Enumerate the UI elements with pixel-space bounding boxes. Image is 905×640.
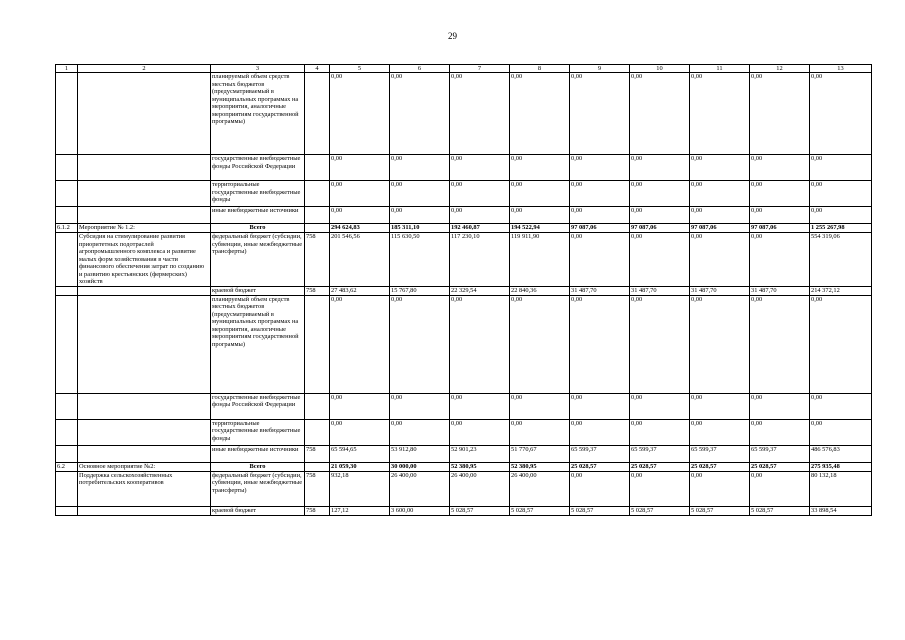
amount-cell: 0,00 (330, 419, 390, 445)
row-code (56, 445, 78, 462)
amount-cell: 0,00 (390, 207, 450, 224)
admin-code (305, 393, 330, 419)
table-row (56, 445, 872, 462)
amount-cell: 0,00 (690, 295, 750, 393)
amount-cell: 0,00 (690, 207, 750, 224)
amount-cell: 0,00 (750, 471, 810, 506)
row-code (56, 233, 78, 287)
table-row (56, 506, 872, 515)
amount-cell: 0,00 (810, 155, 872, 181)
funding-source: территориальные государственные внебюджетные фонды (211, 181, 305, 207)
amount-cell: 0,00 (450, 181, 510, 207)
amount-cell: 0,00 (450, 155, 510, 181)
amount-cell: 0,00 (630, 471, 690, 506)
amount-cell: 0,00 (330, 393, 390, 419)
amount-cell: 0,00 (630, 181, 690, 207)
amount-cell: 0,00 (390, 295, 450, 393)
amount-cell: 26 400,00 (450, 471, 510, 506)
row-code (56, 181, 78, 207)
amount-cell: 0,00 (810, 419, 872, 445)
amount-cell: 0,00 (330, 181, 390, 207)
amount-cell: 0,00 (510, 419, 570, 445)
funding-source: федеральный бюджет (субсидии, субвенции, иные межбюджетные трансферты) (211, 471, 305, 506)
funding-source: территориальные государственные внебюджетные фонды (211, 419, 305, 445)
amount-cell: 5 028,57 (510, 506, 570, 515)
admin-code: 758 (305, 445, 330, 462)
amount-cell: 0,00 (510, 73, 570, 155)
column-header: 9 (570, 65, 630, 73)
amount-cell: 15 767,80 (390, 286, 450, 295)
amount-cell: 0,00 (690, 73, 750, 155)
amount-cell: 0,00 (630, 419, 690, 445)
funding-source: планируемый объем средств местных бюджетов (предусматриваемый в муниципальных программах на мероприятия, аналогичные мероприятиям государственной программы) (211, 295, 305, 393)
column-header: 1 (56, 65, 78, 73)
amount-cell: 5 028,57 (570, 506, 630, 515)
amount-cell: 127,12 (330, 506, 390, 515)
table-row (56, 393, 872, 419)
amount-cell: 201 546,56 (330, 233, 390, 287)
amount-cell: 0,00 (390, 393, 450, 419)
amount-cell: 25 028,57 (750, 462, 810, 471)
row-name: Субсидия на стимулирование развития приоритетных подотраслей агропромышленного комплекса и развитие малых форм хозяйствования в части финансового обеспечения затрат по созданию и развитию крестьянских (фермерских) хозяйств (78, 233, 211, 287)
amount-cell: 0,00 (570, 181, 630, 207)
amount-cell: 0,00 (450, 295, 510, 393)
amount-cell: 0,00 (570, 393, 630, 419)
amount-cell: 31 487,70 (630, 286, 690, 295)
amount-cell: 0,00 (510, 393, 570, 419)
amount-cell: 97 087,06 (690, 224, 750, 233)
amount-cell: 0,00 (630, 155, 690, 181)
amount-cell: 22 840,36 (510, 286, 570, 295)
amount-cell: 0,00 (330, 207, 390, 224)
amount-cell: 0,00 (690, 471, 750, 506)
amount-cell: 0,00 (630, 295, 690, 393)
amount-cell: 5 028,57 (630, 506, 690, 515)
amount-cell: 0,00 (390, 155, 450, 181)
amount-cell: 185 311,10 (390, 224, 450, 233)
amount-cell: 0,00 (330, 295, 390, 393)
column-header: 10 (630, 65, 690, 73)
amount-cell: 0,00 (570, 419, 630, 445)
row-name (78, 73, 211, 155)
amount-cell: 0,00 (630, 233, 690, 287)
amount-cell: 117 230,10 (450, 233, 510, 287)
funding-source: государственные внебюджетные фонды Российской Федерации (211, 393, 305, 419)
table-row (56, 207, 872, 224)
amount-cell: 0,00 (810, 295, 872, 393)
amount-cell: 115 630,50 (390, 233, 450, 287)
admin-code (305, 295, 330, 393)
column-header: 4 (305, 65, 330, 73)
amount-cell: 21 059,30 (330, 462, 390, 471)
amount-cell: 52 380,95 (450, 462, 510, 471)
row-name (78, 155, 211, 181)
amount-cell: 275 935,48 (810, 462, 872, 471)
admin-code: 758 (305, 471, 330, 506)
row-code (56, 506, 78, 515)
amount-cell: 97 087,06 (570, 224, 630, 233)
amount-cell: 52 901,23 (450, 445, 510, 462)
page-number: 29 (448, 31, 457, 41)
amount-cell: 294 624,83 (330, 224, 390, 233)
table-row (56, 286, 872, 295)
amount-cell: 22 329,54 (450, 286, 510, 295)
row-code (56, 295, 78, 393)
amount-cell: 0,00 (810, 207, 872, 224)
amount-cell: 0,00 (750, 181, 810, 207)
amount-cell: 0,00 (570, 295, 630, 393)
admin-code (305, 462, 330, 471)
funding-source: планируемый объем средств местных бюджетов (предусматриваемый в муниципальных программах на мероприятия, аналогичные мероприятиям государственной программы) (211, 73, 305, 155)
amount-cell: 119 911,90 (510, 233, 570, 287)
admin-code (305, 155, 330, 181)
amount-cell: 26 400,00 (510, 471, 570, 506)
funding-source: краевой бюджет (211, 506, 305, 515)
amount-cell: 1 255 267,98 (810, 224, 872, 233)
amount-cell: 214 372,12 (810, 286, 872, 295)
admin-code (305, 419, 330, 445)
row-name (78, 207, 211, 224)
amount-cell: 0,00 (390, 181, 450, 207)
amount-cell: 0,00 (390, 419, 450, 445)
amount-cell: 0,00 (450, 73, 510, 155)
amount-cell: 53 912,80 (390, 445, 450, 462)
amount-cell: 0,00 (450, 207, 510, 224)
amount-cell: 27 483,62 (330, 286, 390, 295)
funding-source: краевой бюджет (211, 286, 305, 295)
amount-cell: 65 599,37 (630, 445, 690, 462)
column-header: 5 (330, 65, 390, 73)
admin-code (305, 207, 330, 224)
amount-cell: 97 087,06 (630, 224, 690, 233)
column-header: 6 (390, 65, 450, 73)
budget-table (55, 64, 872, 516)
amount-cell: 5 028,57 (750, 506, 810, 515)
amount-cell: 31 487,70 (570, 286, 630, 295)
funding-source: государственные внебюджетные фонды Российской Федерации (211, 155, 305, 181)
amount-cell: 0,00 (750, 207, 810, 224)
amount-cell: 52 380,95 (510, 462, 570, 471)
amount-cell: 30 000,00 (390, 462, 450, 471)
amount-cell: 0,00 (750, 419, 810, 445)
column-header: 8 (510, 65, 570, 73)
amount-cell: 0,00 (810, 393, 872, 419)
column-header: 11 (690, 65, 750, 73)
row-name: Поддержка сельскохозяйственных потребительских кооперативов (78, 471, 211, 506)
column-header: 7 (450, 65, 510, 73)
row-name: Основное мероприятие №2: (78, 462, 211, 471)
amount-cell: 0,00 (630, 393, 690, 419)
amount-cell: 0,00 (570, 233, 630, 287)
row-name (78, 295, 211, 393)
table-row (56, 462, 872, 471)
amount-cell: 0,00 (510, 207, 570, 224)
amount-cell: 192 460,87 (450, 224, 510, 233)
amount-cell: 0,00 (690, 419, 750, 445)
amount-cell: 0,00 (570, 207, 630, 224)
table-row (56, 181, 872, 207)
amount-cell: 554 319,06 (810, 233, 872, 287)
column-header: 12 (750, 65, 810, 73)
amount-cell: 0,00 (690, 155, 750, 181)
row-code (56, 471, 78, 506)
amount-cell: 0,00 (750, 73, 810, 155)
row-name (78, 419, 211, 445)
amount-cell: 0,00 (750, 155, 810, 181)
amount-cell: 31 487,70 (690, 286, 750, 295)
funding-source: иные внебюджетные источники (211, 207, 305, 224)
amount-cell: 0,00 (570, 73, 630, 155)
amount-cell: 31 487,70 (750, 286, 810, 295)
row-name (78, 506, 211, 515)
admin-code: 758 (305, 286, 330, 295)
row-code (56, 419, 78, 445)
table-row (56, 233, 872, 287)
row-code (56, 73, 78, 155)
admin-code: 758 (305, 233, 330, 287)
amount-cell: 0,00 (330, 73, 390, 155)
row-code: 6.1.2 (56, 224, 78, 233)
amount-cell: 33 898,54 (810, 506, 872, 515)
amount-cell: 26 400,00 (390, 471, 450, 506)
amount-cell: 25 028,57 (570, 462, 630, 471)
header-row (56, 65, 872, 73)
amount-cell: 0,00 (810, 181, 872, 207)
amount-cell: 194 522,94 (510, 224, 570, 233)
amount-cell: 486 576,83 (810, 445, 872, 462)
row-code: 6.2 (56, 462, 78, 471)
table-row (56, 471, 872, 506)
row-code (56, 393, 78, 419)
admin-code (305, 224, 330, 233)
amount-cell: 0,00 (390, 73, 450, 155)
amount-cell: 51 770,67 (510, 445, 570, 462)
amount-cell: 97 087,06 (750, 224, 810, 233)
column-header: 3 (211, 65, 305, 73)
amount-cell: 0,00 (510, 181, 570, 207)
row-code (56, 155, 78, 181)
table-body (56, 65, 872, 516)
amount-cell: 0,00 (750, 393, 810, 419)
amount-cell: 0,00 (810, 73, 872, 155)
amount-cell: 0,00 (450, 419, 510, 445)
amount-cell: 0,00 (690, 393, 750, 419)
amount-cell: 0,00 (570, 471, 630, 506)
amount-cell: 3 600,00 (390, 506, 450, 515)
admin-code (305, 181, 330, 207)
amount-cell: 65 599,37 (750, 445, 810, 462)
table-row (56, 419, 872, 445)
amount-cell: 0,00 (330, 155, 390, 181)
amount-cell: 0,00 (510, 295, 570, 393)
amount-cell: 0,00 (750, 233, 810, 287)
amount-cell: 932,18 (330, 471, 390, 506)
amount-cell: 0,00 (690, 233, 750, 287)
admin-code: 758 (305, 506, 330, 515)
row-name (78, 286, 211, 295)
funding-source: иные внебюджетные источники (211, 445, 305, 462)
row-name: Мероприятие № 1.2: (78, 224, 211, 233)
amount-cell: 80 132,18 (810, 471, 872, 506)
amount-cell: 0,00 (450, 393, 510, 419)
row-name (78, 181, 211, 207)
amount-cell: 65 599,37 (690, 445, 750, 462)
amount-cell: 25 028,57 (630, 462, 690, 471)
column-header: 2 (78, 65, 211, 73)
row-code (56, 207, 78, 224)
amount-cell: 5 028,57 (690, 506, 750, 515)
table-row (56, 224, 872, 233)
amount-cell: 0,00 (630, 207, 690, 224)
row-code (56, 286, 78, 295)
row-name (78, 393, 211, 419)
row-name (78, 445, 211, 462)
amount-cell: 0,00 (750, 295, 810, 393)
column-header: 13 (810, 65, 872, 73)
amount-cell: 5 028,57 (450, 506, 510, 515)
funding-source: Всего (211, 462, 305, 471)
amount-cell: 0,00 (630, 73, 690, 155)
table-row (56, 155, 872, 181)
amount-cell: 65 599,37 (570, 445, 630, 462)
amount-cell: 0,00 (510, 155, 570, 181)
table-row (56, 295, 872, 393)
amount-cell: 0,00 (690, 181, 750, 207)
amount-cell: 25 028,57 (690, 462, 750, 471)
funding-source: федеральный бюджет (субсидии, субвенции, иные межбюджетные трансферты) (211, 233, 305, 287)
funding-source: Всего (211, 224, 305, 233)
admin-code (305, 73, 330, 155)
amount-cell: 0,00 (570, 155, 630, 181)
table-row (56, 73, 872, 155)
amount-cell: 65 594,65 (330, 445, 390, 462)
